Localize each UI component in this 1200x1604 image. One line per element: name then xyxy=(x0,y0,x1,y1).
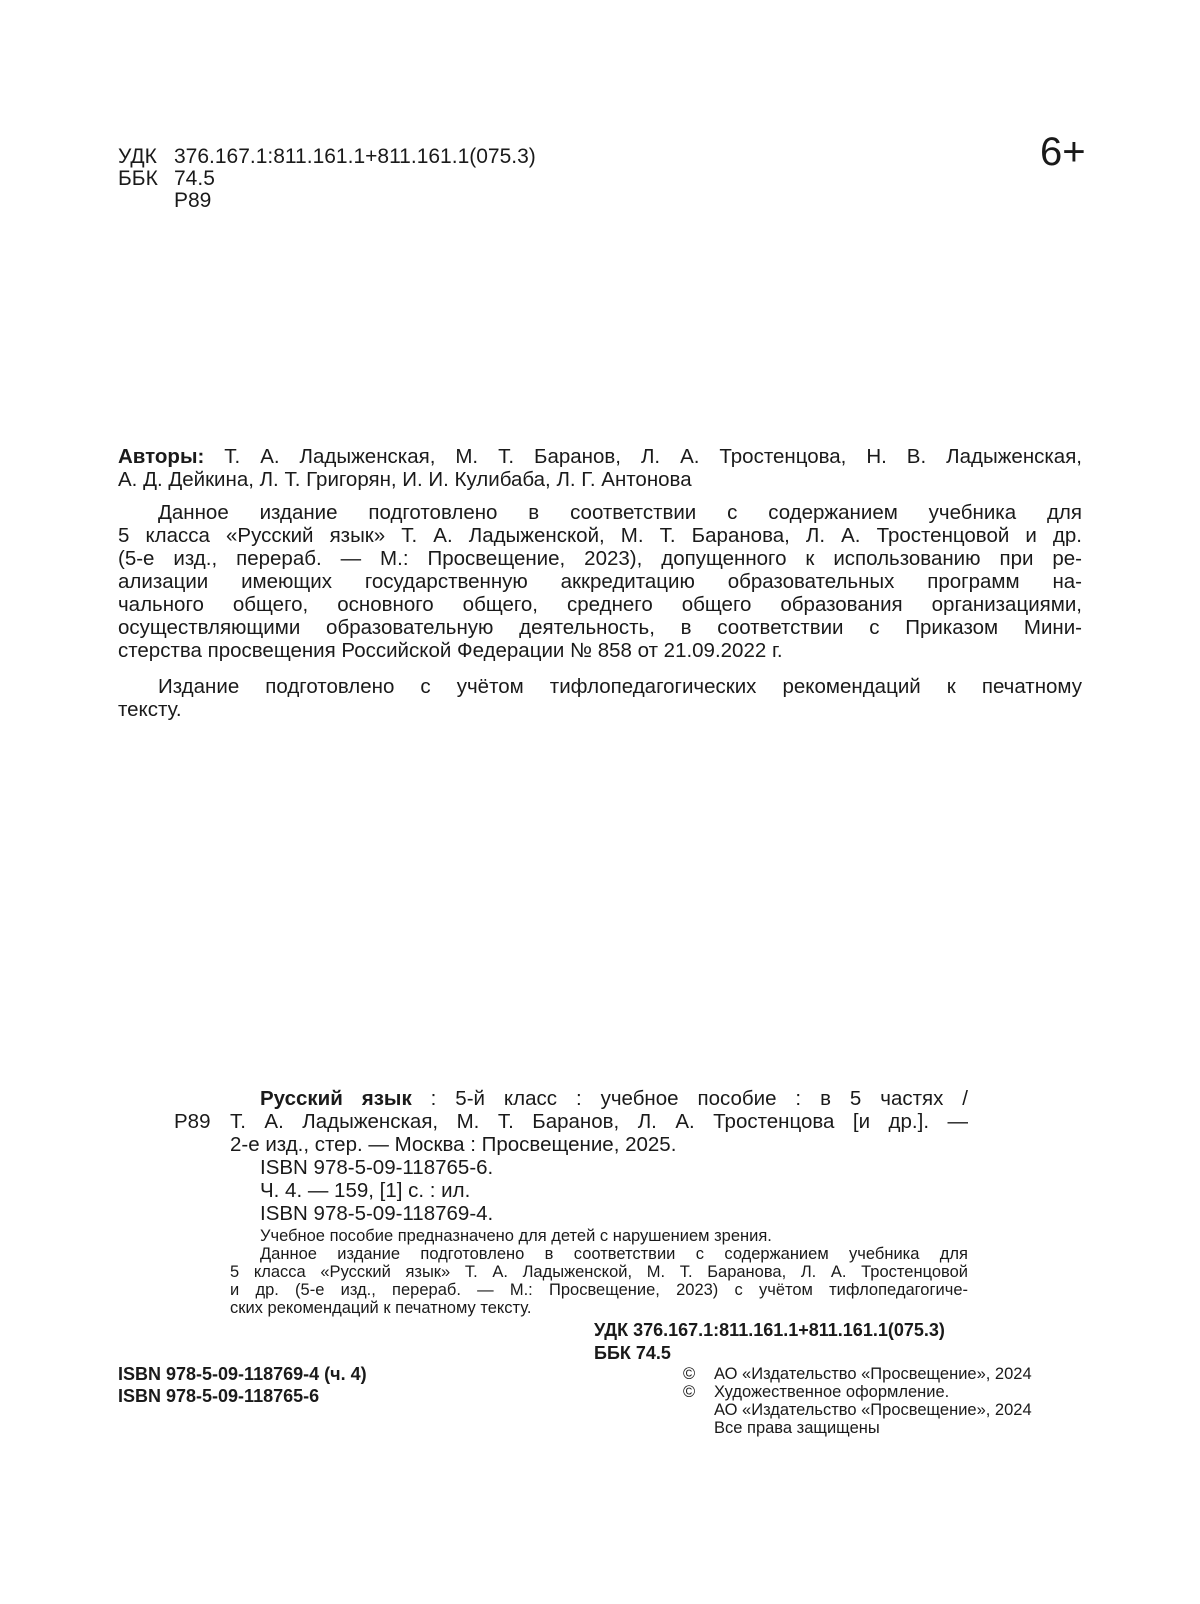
notice-line-2: 5 класса «Русский язык» Т. А. Ладыженской, М. Т. Баранова, Л. А. Тростенцовой и др. xyxy=(118,524,1082,547)
card-note-line-3: и др. (5-е изд., перераб. — М.: Просвещение, 2023) с учётом тифлопедагогиче- xyxy=(230,1281,968,1299)
isbn-part: ISBN 978-5-09-118769-4 (ч. 4) xyxy=(118,1364,367,1384)
card-line-2: Т. А. Ладыженская, М. Т. Баранов, Л. А. Тростенцова [и др.]. — xyxy=(230,1110,968,1133)
card-title-rest: : 5-й класс : учебное пособие : в 5 частях / xyxy=(411,1087,968,1110)
card-title: Русский язык xyxy=(260,1087,412,1110)
tiflo-line-1: Издание подготовлено с учётом тифлопедагогических рекомендаций к печатному xyxy=(158,675,1082,698)
notice-line-7: стерства просвещения Российской Федерации № 858 от 21.09.2022 г. xyxy=(118,639,783,662)
card-note-line-2: 5 класса «Русский язык» Т. А. Ладыженской, М. Т. Баранова, Л. А. Тростенцовой xyxy=(230,1263,968,1281)
bbk-label: ББК xyxy=(118,167,158,190)
card-part-info: Ч. 4. — 159, [1] с. : ил. xyxy=(260,1179,471,1202)
card-line-3: 2-е изд., стер. — Москва : Просвещение, 2025. xyxy=(230,1133,677,1156)
card-mark: Р89 xyxy=(174,1110,211,1133)
age-rating: 6+ xyxy=(1040,130,1086,174)
copyright-symbol-2: © xyxy=(683,1383,696,1401)
notice-line-4: ализации имеющих государственную аккредитацию образовательных программ на- xyxy=(118,570,1082,593)
udk-label: УДК xyxy=(118,145,157,168)
bbk-value: 74.5 xyxy=(174,167,215,190)
tiflo-line-2: тексту. xyxy=(118,698,182,721)
card-note-line-1: Данное издание подготовлено в соответствии с содержанием учебника для xyxy=(260,1245,968,1263)
card-note-1: Учебное пособие предназначено для детей с нарушением зрения. xyxy=(260,1227,772,1245)
notice-line-1: Данное издание подготовлено в соответствии с содержанием учебника для xyxy=(158,501,1082,524)
copyright-symbol-1: © xyxy=(683,1365,696,1383)
card-isbn-set: ISBN 978-5-09-118765-6. xyxy=(260,1156,494,1179)
authors-names-1: Т. А. Ладыженская, М. Т. Баранов, Л. А. Тростенцова, Н. В. Ладыженская, xyxy=(224,445,1083,468)
notice-line-5: чального общего, основного общего, среднего общего образования организациями, xyxy=(118,593,1082,616)
copyright-design-label: Художественное оформление. xyxy=(714,1383,950,1401)
notice-line-6: осуществляющими образовательную деятельность, в соответствии с Приказом Мини- xyxy=(118,616,1082,639)
author-mark: Р89 xyxy=(174,189,212,212)
notice-line-3: (5-е изд., перераб. — М.: Просвещение, 2023), допущенного к использованию при ре- xyxy=(118,547,1082,570)
authors-label: Авторы: xyxy=(118,445,205,468)
authors-line-2: А. Д. Дейкина, Л. Т. Григорян, И. И. Кулибаба, Л. Г. Антонова xyxy=(118,468,692,491)
udk-value: 376.167.1:811.161.1+811.161.1(075.3) xyxy=(174,145,536,168)
rights-reserved: Все права защищены xyxy=(714,1419,880,1437)
copyright-design-publisher: АО «Издательство «Просвещение», 2024 xyxy=(714,1401,1032,1419)
card-bbk: ББК 74.5 xyxy=(594,1343,671,1363)
card-udk: УДК 376.167.1:811.161.1+811.161.1(075.3) xyxy=(594,1320,945,1340)
copyright-publisher: АО «Издательство «Просвещение», 2024 xyxy=(714,1365,1032,1383)
card-isbn-part: ISBN 978-5-09-118769-4. xyxy=(260,1202,494,1225)
card-note-line-4: ских рекомендаций к печатному тексту. xyxy=(230,1299,532,1317)
isbn-set: ISBN 978-5-09-118765-6 xyxy=(118,1386,320,1406)
